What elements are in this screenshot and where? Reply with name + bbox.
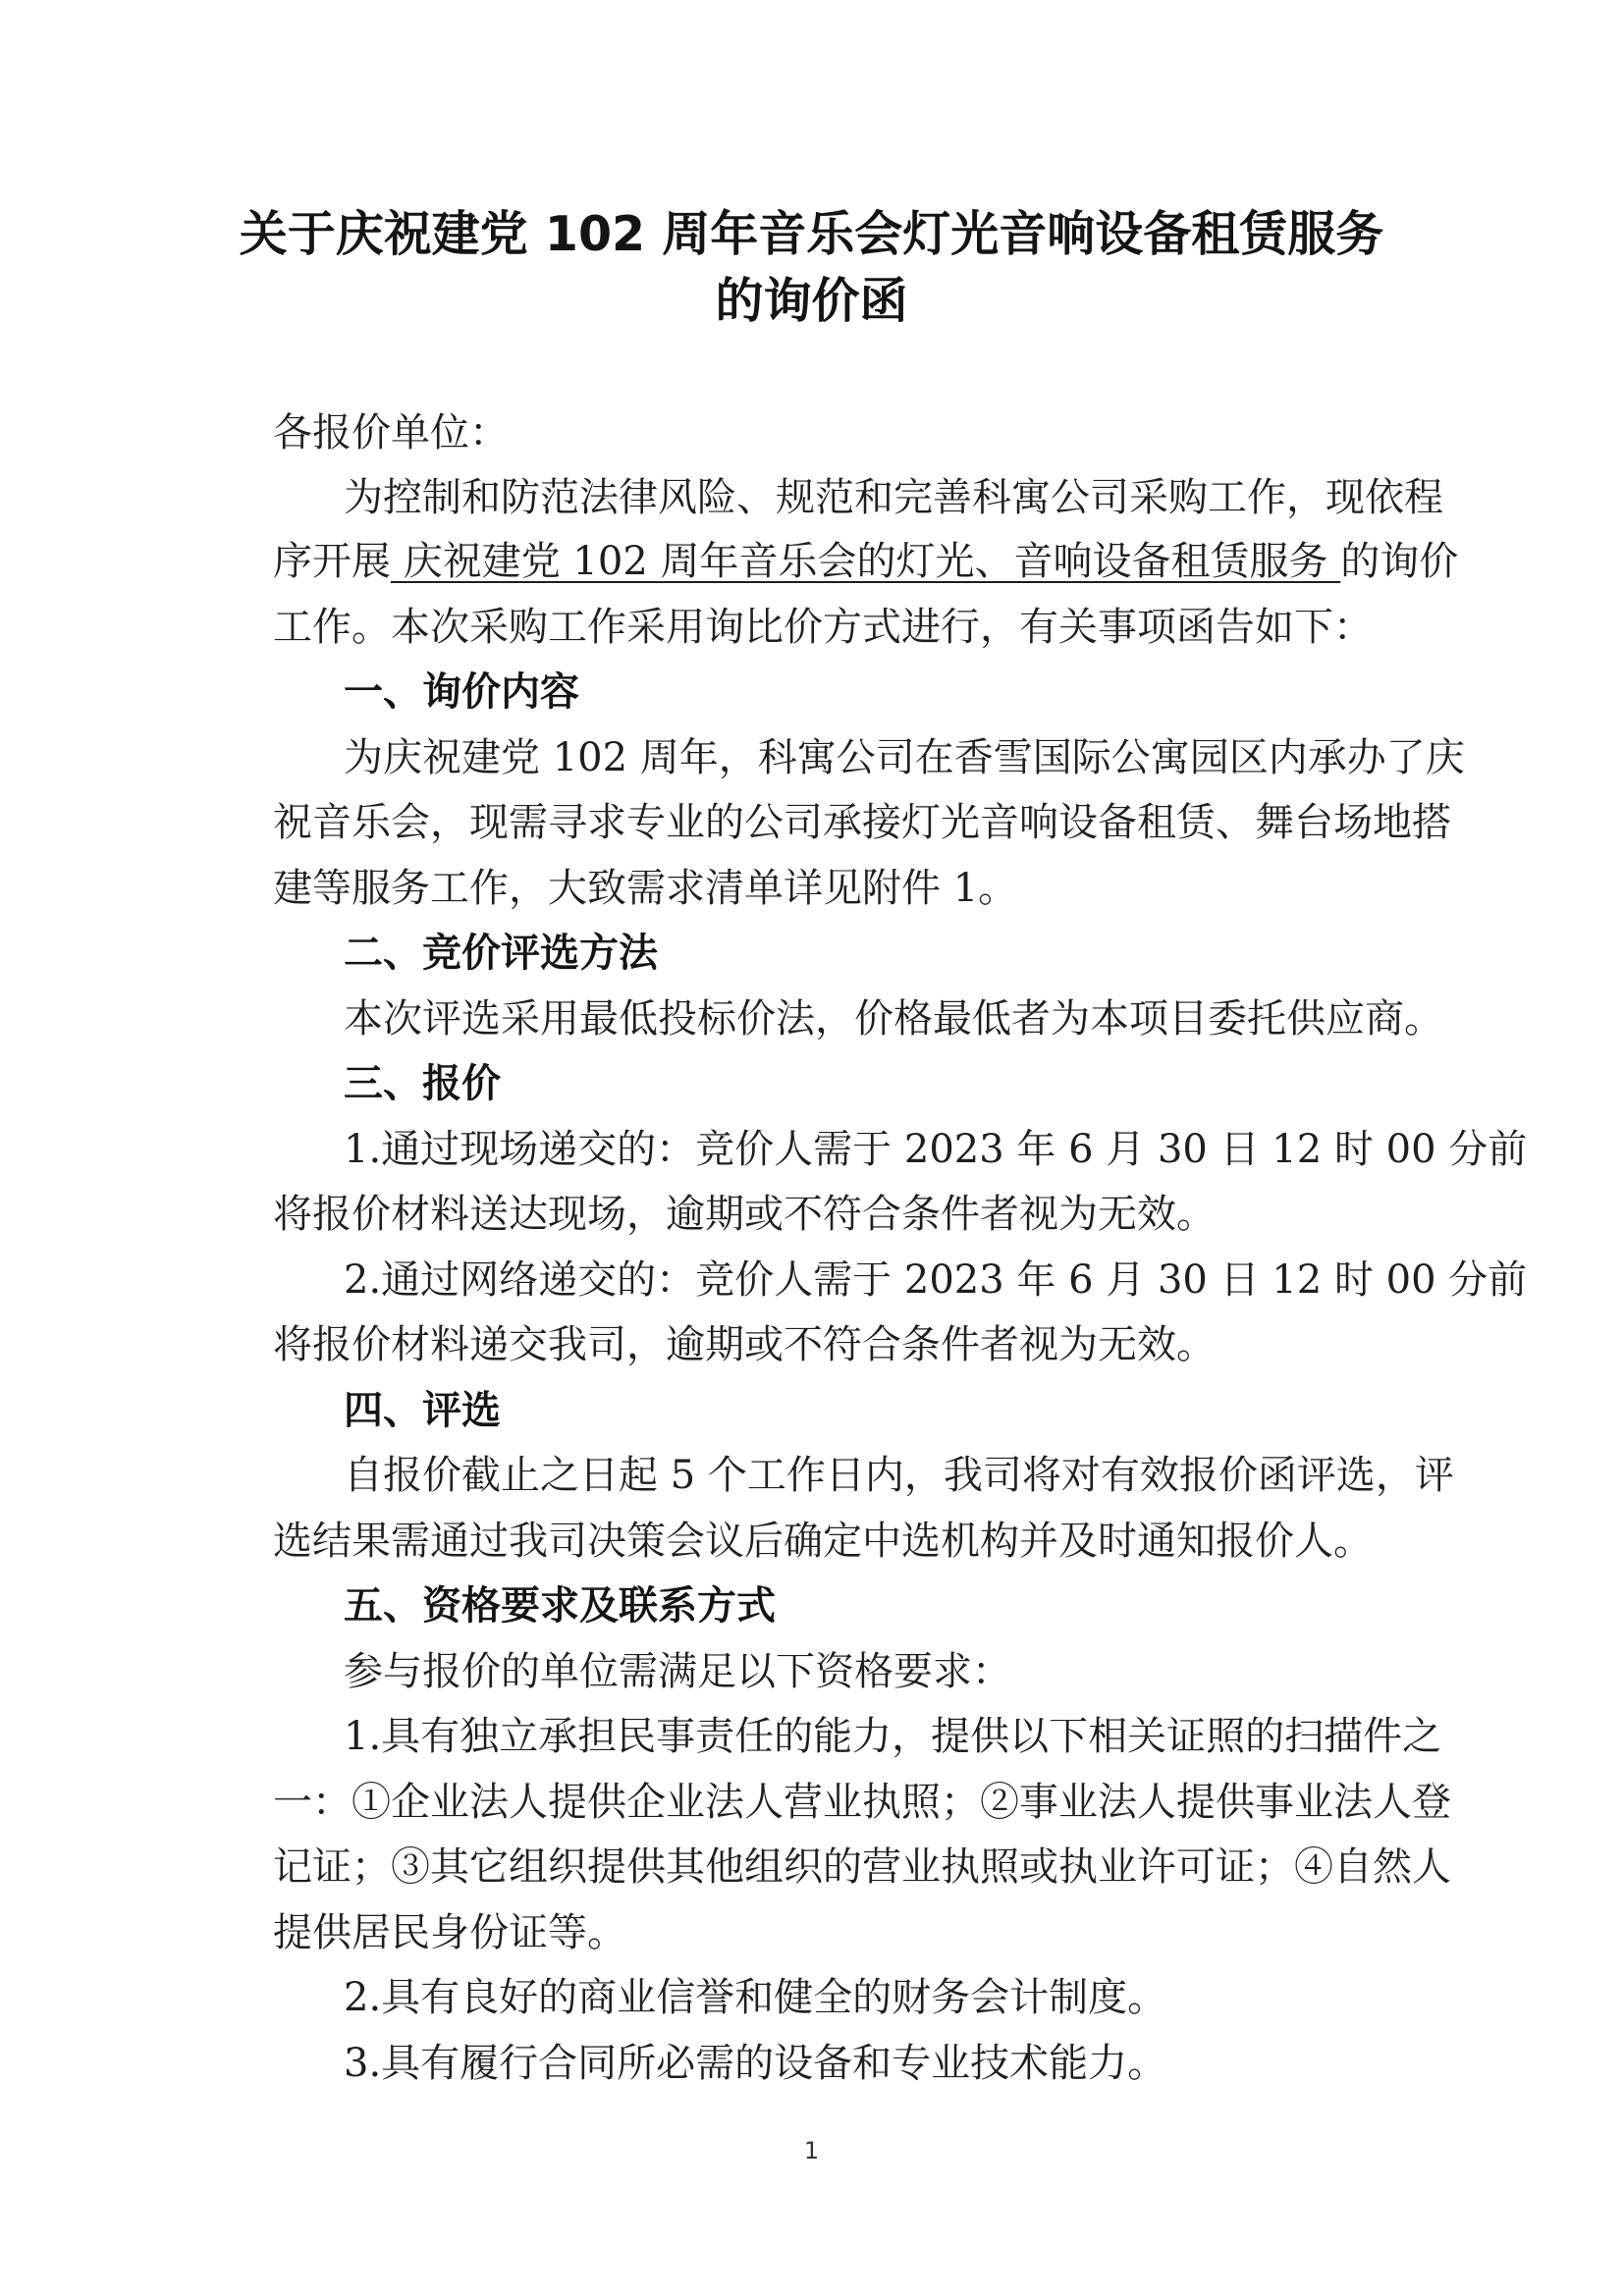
section-1-line-2: 祝音乐会，现需寻求专业的公司承接灯光音响设备租赁、舞台场地搭 [273, 800, 1451, 845]
section-3-item-1-line-2: 将报价材料送达现场，逾期或不符合条件者视为无效。 [273, 1192, 1216, 1237]
section-5-intro: 参与报价的单位需满足以下资格要求： [344, 1649, 1011, 1694]
salutation: 各报价单位： [273, 410, 509, 455]
document-title-line-2: 的询价函 [715, 273, 908, 329]
section-2-line-1: 本次评选采用最低投标价法，价格最低者为本项目委托供应商。 [344, 996, 1443, 1041]
intro-line-1: 为控制和防范法律风险、规范和完善科寓公司采购工作，现依程 [344, 475, 1443, 520]
intro-line-2-prefix: 序开展 [273, 539, 391, 584]
requirement-1-line-1: 1.具有独立承担民事责任的能力，提供以下相关证照的扫描件之 [344, 1714, 1442, 1759]
requirement-1-line-2: 一：①企业法人提供企业法人营业执照；②事业法人提供事业法人登 [273, 1780, 1451, 1825]
section-1-heading: 一、询价内容 [344, 669, 579, 715]
section-1-line-1: 为庆祝建党 102 周年，科寓公司在香雪国际公寓园区内承办了庆 [344, 735, 1465, 780]
page-number: 1 [803, 2137, 820, 2164]
intro-line-2-suffix: 的询价 [1340, 539, 1459, 584]
intro-line-2 [273, 537, 1459, 586]
section-3-item-1-line-1: 1.通过现场递交的：竞价人需于 2023 年 6 月 30 日 12 时 00 分前 [344, 1127, 1528, 1172]
project-name-underlined: 庆祝建党 102 周年音乐会的灯光、音响设备租赁服务 [391, 539, 1341, 584]
section-4-heading: 四、评选 [344, 1388, 501, 1433]
section-1-line-3: 建等服务工作，大致需求清单详见附件 1。 [273, 866, 1018, 911]
section-3-item-2-line-2: 将报价材料递交我司，逾期或不符合条件者视为无效。 [273, 1322, 1216, 1367]
document-title-line-1: 关于庆祝建党 102 周年音乐会灯光音响设备租赁服务 [239, 206, 1384, 262]
section-4-line-1: 自报价截止之日起 5 个工作日内，我司将对有效报价函评选，评 [344, 1453, 1454, 1498]
section-2-heading: 二、竞价评选方法 [344, 931, 658, 976]
intro-line-3: 工作。本次采购工作采用询比价方式进行，有关事项函告如下： [273, 605, 1373, 650]
requirement-3: 3.具有履行合同所必需的设备和专业技术能力。 [344, 2041, 1167, 2086]
requirement-1-line-3: 记证；③其它组织提供其他组织的营业执照或执业许可证；④自然人 [273, 1844, 1451, 1890]
requirement-1-line-4: 提供居民身份证等。 [273, 1910, 626, 1955]
section-3-heading: 三、报价 [344, 1061, 501, 1106]
section-5-heading: 五、资格要求及联系方式 [344, 1583, 776, 1629]
section-4-line-2: 选结果需通过我司决策会议后确定中选机构并及时通知报价人。 [273, 1519, 1373, 1564]
section-3-item-2-line-1: 2.通过网络递交的：竞价人需于 2023 年 6 月 30 日 12 时 00 分前 [344, 1257, 1528, 1303]
requirement-2: 2.具有良好的商业信誉和健全的财务会计制度。 [344, 1975, 1167, 2020]
